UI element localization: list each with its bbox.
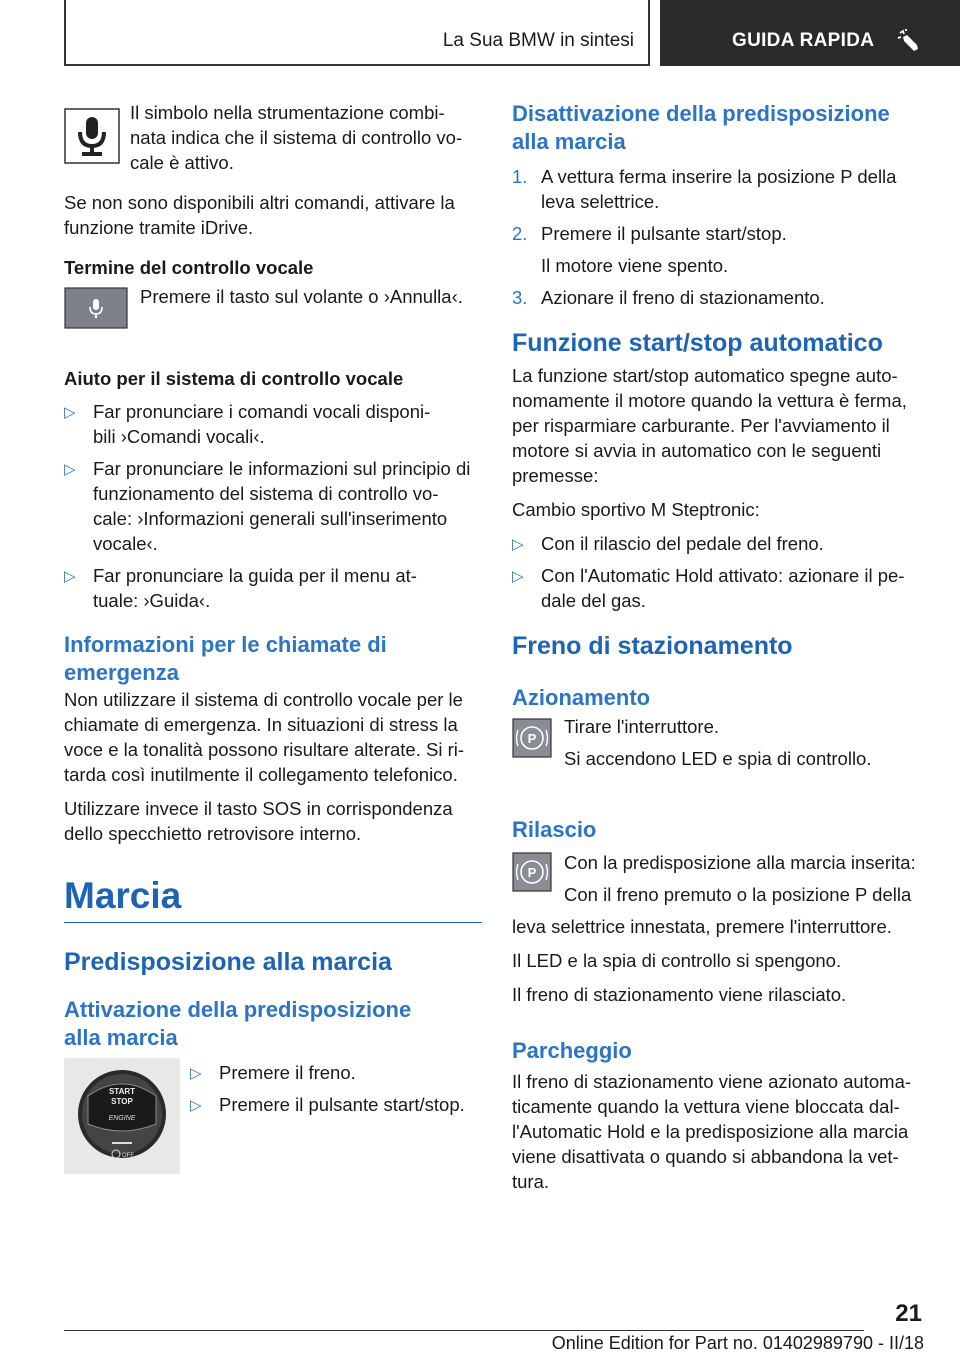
engine-label: ENGINE xyxy=(108,1115,136,1122)
start-stop-button-image xyxy=(64,1058,180,1174)
help-item-2-line-4: vocale‹. xyxy=(93,533,158,554)
parking-line-1: Il freno di stazionamento viene azionato automa- xyxy=(512,1071,912,1092)
voice-active-line-3: cale è attivo. xyxy=(130,152,234,173)
svg-text:P: P xyxy=(527,731,537,746)
steering-voice-button-icon xyxy=(64,287,128,329)
deactivate-step-1 xyxy=(512,164,924,214)
marcia-heading: Marcia xyxy=(64,875,182,916)
autostop-line-4: motore si avvia in automatico con le seguenti xyxy=(512,440,882,461)
deactivate-heading-line-1: Disattivazione della predisposizione xyxy=(512,101,890,126)
header-section-title: La Sua BMW in sintesi xyxy=(442,30,634,51)
triangle-bullet-icon: ▷ xyxy=(190,1065,202,1082)
end-voice-block xyxy=(64,284,482,356)
idrive-fallback-line-2: funzione tramite iDrive. xyxy=(64,217,254,238)
activate-heading-line-1: Attivazione della predisposizione xyxy=(64,997,412,1022)
parking-line-2: ticamente quando la vettura viene bloccata dal- xyxy=(512,1096,900,1117)
help-item-1 xyxy=(64,399,482,449)
idrive-fallback-paragraph xyxy=(64,190,482,240)
help-item-1-line-2: bili ›Comandi vocali‹. xyxy=(93,426,265,447)
emergency-heading-line-2: emergenza xyxy=(64,660,179,685)
ready-heading: Predisposizione alla marcia xyxy=(64,948,392,976)
deactivate-heading-line-2: alla marcia xyxy=(512,129,626,154)
help-heading: Aiuto per il sistema di controllo vocale xyxy=(64,368,404,389)
help-item-3-line-2: tuale: ›Guida‹. xyxy=(93,590,211,611)
triangle-bullet-icon: ▷ xyxy=(64,568,76,585)
emergency-paragraph-2 xyxy=(64,796,482,846)
apply-line-2: Si accendono LED e spia di controllo. xyxy=(564,748,872,769)
autostop-line-3: per risparmiare carburante. Per l'avviamento il xyxy=(512,415,890,436)
off-label: OFF xyxy=(122,1153,134,1159)
emergency-paragraph-1 xyxy=(64,687,482,787)
header-chapter-label: GUIDA RAPIDA xyxy=(732,30,875,51)
triangle-bullet-icon: ▷ xyxy=(512,536,524,553)
parking-heading: Parcheggio xyxy=(512,1038,632,1063)
activate-item-1-text: Premere il freno. xyxy=(219,1062,356,1083)
left-column xyxy=(64,100,482,1178)
release-paragraph-3: Il freno di stazionamento viene rilasciato. xyxy=(512,984,847,1005)
step-2-line-1: Premere il pulsante start/stop. xyxy=(541,223,787,244)
end-voice-heading: Termine del controllo vocale xyxy=(64,257,314,278)
end-voice-text: Premere il tasto sul volante o ›Annulla‹. xyxy=(140,286,463,307)
step-number: 3. xyxy=(512,287,528,308)
step-1-line-1: A vettura ferma inserire la posizione P della xyxy=(541,166,897,187)
page-header xyxy=(0,0,960,66)
release-heading: Rilascio xyxy=(512,817,597,842)
idrive-fallback-line-1: Se non sono disponibili altri comandi, attivare la xyxy=(64,192,455,213)
autostop-heading: Funzione start/stop automatico xyxy=(512,329,883,357)
svg-text:P: P xyxy=(527,865,537,880)
emergency-p2-line-2: dello specchietto retrovisore interno. xyxy=(64,823,362,844)
step-1-line-2: leva selettrice. xyxy=(541,191,660,212)
release-text xyxy=(564,850,924,907)
activate-item-2 xyxy=(190,1092,482,1117)
activate-item-2-text: Premere il pulsante start/stop. xyxy=(219,1094,465,1115)
activate-block xyxy=(64,1058,482,1178)
step-number: 1. xyxy=(512,166,528,187)
parking-line-4: viene disattivata o quando si abbandona la vet- xyxy=(512,1146,899,1167)
autostop-item-2-line-1: Con l'Automatic Hold attivato: azionare il pe- xyxy=(541,565,905,586)
autostop-line-5: premesse: xyxy=(512,465,599,486)
autostop-item-2-line-2: dale del gas. xyxy=(541,590,646,611)
release-block xyxy=(512,850,924,914)
deactivate-step-2 xyxy=(512,221,924,246)
emergency-p1-line-3: voce e la tonalità possono risultare alterate. Si ri- xyxy=(64,739,465,760)
release-paragraph-2: Il LED e la spia di controllo si spengono. xyxy=(512,950,842,971)
emergency-p2-line-1: Utilizzare invece il tasto SOS in corrispondenza xyxy=(64,798,453,819)
step-2-result: Il motore viene spento. xyxy=(541,255,729,276)
autostop-item-1 xyxy=(512,531,924,556)
triangle-bullet-icon: ▷ xyxy=(512,568,524,585)
help-item-2 xyxy=(64,456,482,556)
voice-active-line-1: Il simbolo nella strumentazione combi- xyxy=(130,102,445,123)
autostop-list xyxy=(512,531,924,613)
parking-line-5: tura. xyxy=(512,1171,550,1192)
activate-item-1 xyxy=(190,1060,482,1085)
footer-divider xyxy=(64,1330,864,1331)
parking-brake-switch-icon xyxy=(512,852,552,892)
apply-line-1: Tirare l'interruttore. xyxy=(564,716,720,737)
help-item-2-line-2: funzionamento del sistema di controllo vo- xyxy=(93,483,439,504)
release-line-1: Con la predisposizione alla marcia inserita: xyxy=(564,852,916,873)
emergency-p1-line-1: Non utilizzare il sistema di controllo vocale per le xyxy=(64,689,463,710)
apply-heading: Azionamento xyxy=(512,685,651,710)
emergency-p1-line-2: chiamate di emergenza. In situazioni di stress la xyxy=(64,714,458,735)
deactivate-steps-cont xyxy=(512,285,924,310)
help-item-3-line-1: Far pronunciare la guida per il menu at- xyxy=(93,565,417,586)
autostop-line-2: nomamente il motore quando la vettura è ferma, xyxy=(512,390,907,411)
parking-brake-switch-icon xyxy=(512,718,552,758)
help-list xyxy=(64,399,482,613)
autostop-item-1-line-1: Con il rilascio del pedale del freno. xyxy=(541,533,824,554)
hand-pointer-icon xyxy=(896,28,922,54)
help-item-1-line-1: Far pronunciare i comandi vocali disponi- xyxy=(93,401,431,422)
help-item-3 xyxy=(64,563,482,613)
deactivate-heading xyxy=(512,100,924,156)
parking-brake-heading: Freno di stazionamento xyxy=(512,632,793,660)
start-label: START xyxy=(108,1087,136,1096)
deactivate-step-3 xyxy=(512,285,924,310)
header-chapter-tab[interactable] xyxy=(660,0,960,66)
emergency-heading xyxy=(64,631,482,687)
right-column xyxy=(512,100,924,1194)
activate-heading-line-2: alla marcia xyxy=(64,1025,178,1050)
marcia-heading-block xyxy=(64,874,482,923)
apply-block xyxy=(512,714,924,806)
footer-edition: Online Edition for Part no. 01402989790 - II/18 xyxy=(551,1333,924,1353)
parking-line-3: l'Automatic Hold e la predisposizione alla marcia xyxy=(512,1121,909,1142)
parking-paragraph xyxy=(512,1069,924,1194)
help-item-2-line-1: Far pronunciare le informazioni sul principio di xyxy=(93,458,471,479)
voice-control-symbol-icon xyxy=(64,108,120,164)
help-item-2-line-3: cale: ›Informazioni generali sull'inserimento xyxy=(93,508,448,529)
activate-list xyxy=(190,1058,482,1117)
autostop-paragraph xyxy=(512,363,924,488)
triangle-bullet-icon: ▷ xyxy=(64,404,76,421)
apply-text xyxy=(564,714,924,771)
step-3-line-1: Azionare il freno di stazionamento. xyxy=(541,287,825,308)
stop-label: STOP xyxy=(111,1097,133,1106)
page-number: 21 xyxy=(895,1300,922,1327)
gearbox-label: Cambio sportivo M Steptronic: xyxy=(512,499,760,520)
triangle-bullet-icon: ▷ xyxy=(190,1097,202,1114)
step-number: 2. xyxy=(512,223,528,244)
activate-heading xyxy=(64,996,482,1052)
header-section-box xyxy=(64,0,650,66)
voice-active-text xyxy=(130,100,482,175)
triangle-bullet-icon: ▷ xyxy=(64,461,76,478)
deactivate-steps xyxy=(512,164,924,246)
voice-active-block xyxy=(64,100,482,190)
autostop-item-2 xyxy=(512,563,924,613)
voice-active-line-2: nata indica che il sistema di controllo vo- xyxy=(130,127,463,148)
emergency-heading-line-1: Informazioni per le chiamate di xyxy=(64,632,387,657)
release-line-3: leva selettrice innestata, premere l'interruttore. xyxy=(512,916,892,937)
release-line-2: Con il freno premuto o la posizione P della xyxy=(564,884,912,905)
autostop-line-1: La funzione start/stop automatico spegne auto- xyxy=(512,365,898,386)
emergency-p1-line-4: tarda così inutilmente il collegamento telefonico. xyxy=(64,764,458,785)
